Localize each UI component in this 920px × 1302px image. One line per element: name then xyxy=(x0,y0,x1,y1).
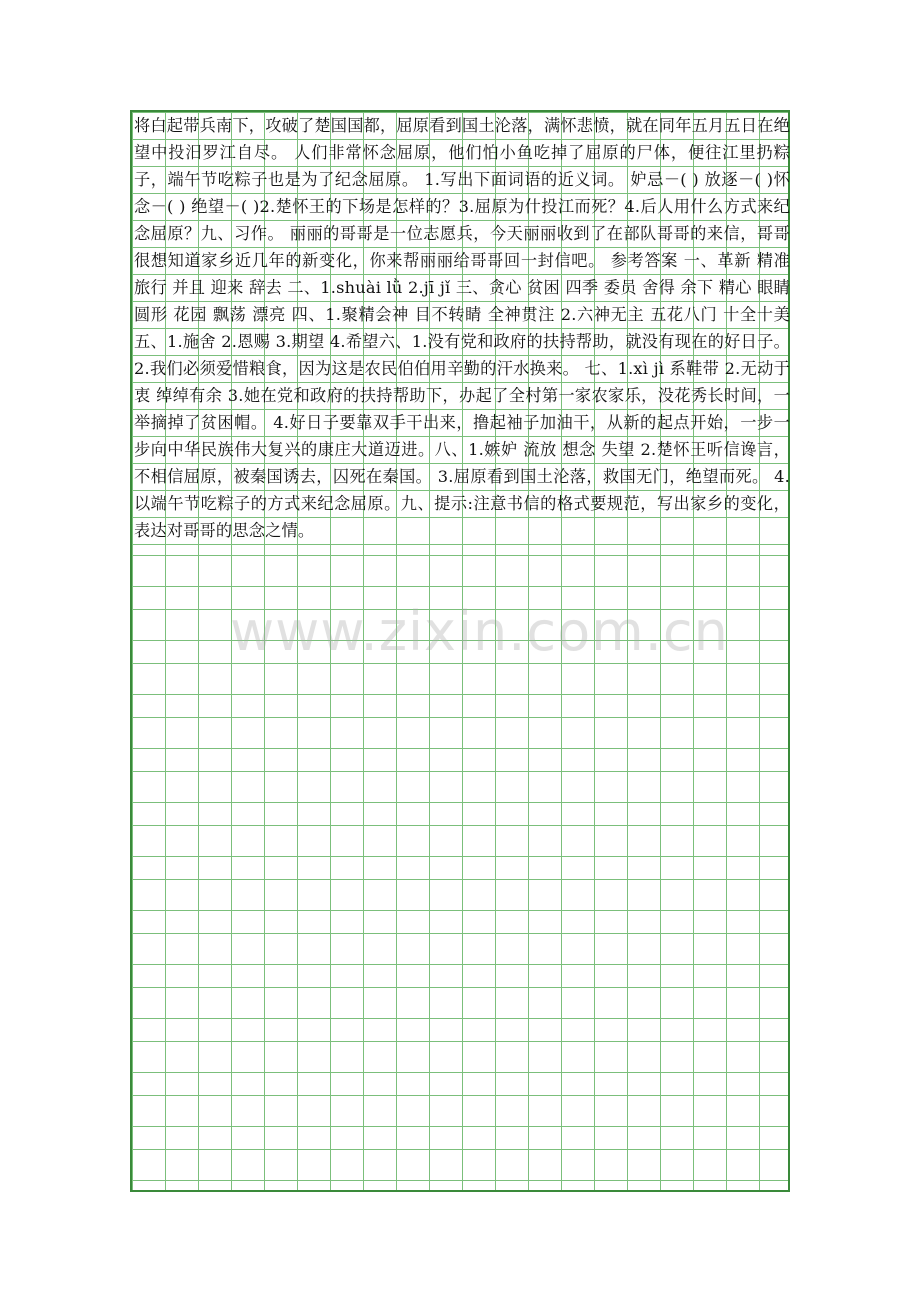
watermark-text: www.zixin.com.cn xyxy=(230,600,729,663)
empty-writing-grid xyxy=(132,555,788,1190)
writing-grid-sheet xyxy=(130,110,790,1192)
document-body-text: 将白起带兵南下，攻破了楚国国都，屈原看到国土沦落，满怀悲愤，就在同年五月五日在绝望中投汨罗江自尽。 人们非常怀念屈原，他们怕小鱼吃掉了屈原的尸体，便往江里扔粽子，端午节吃粽子也是为了纪念屈原。 1.写出下面词语的近义词。 妒忌－( ) 放逐－( )怀念－( ) 绝望－( )2.楚怀王的下场是怎样的？3.屈原为什投江而死？4.后人用什么方式来纪念屈原？九、习作。 丽丽的哥哥是一位志愿兵，今天丽丽收到了在部队哥哥的来信，哥哥很想知道家乡近几年的新变化，你来帮丽丽给哥哥回一封信吧。 参考答案 一、革新 精准 旅行 并且 迎来 辞去 二、1.shuài lǜ 2.jī jǐ 三、贪心 贫困 四季 委员 舍得 余下 精心 眼睛 圆形 花园 飘荡 漂亮 四、1.聚精会神 目不转睛 全神贯注 2.六神无主 五花八门 十全十美 五、1.施舍 2.恩赐 3.期望 4.希望六、1.没有党和政府的扶持帮助，就没有现在的好日子。 2.我们必须爱惜粮食，因为这是农民伯伯用辛勤的汗水换来。 七、1.xì jì 系鞋带 2.无动于衷 绰绰有余 3.她在党和政府的扶持帮助下，办起了全村第一家农家乐，没花秀长时间，一举摘掉了贫困帽。 4.好日子要靠双手干出来，撸起袖子加油干，从新的起点开始，一步一步向中华民族伟大复兴的康庄大道迈进。八、1.嫉妒 流放 想念 失望 2.楚怀王听信谗言，不相信屈原，被秦国诱去，囚死在秦国。 3.屈原看到国土沦落，救国无门，绝望而死。 4.以端午节吃粽子的方式来纪念屈原。九、提示:注意书信的格式要规范，写出家乡的变化，表达对哥哥的思念之情。 xyxy=(134,116,790,540)
